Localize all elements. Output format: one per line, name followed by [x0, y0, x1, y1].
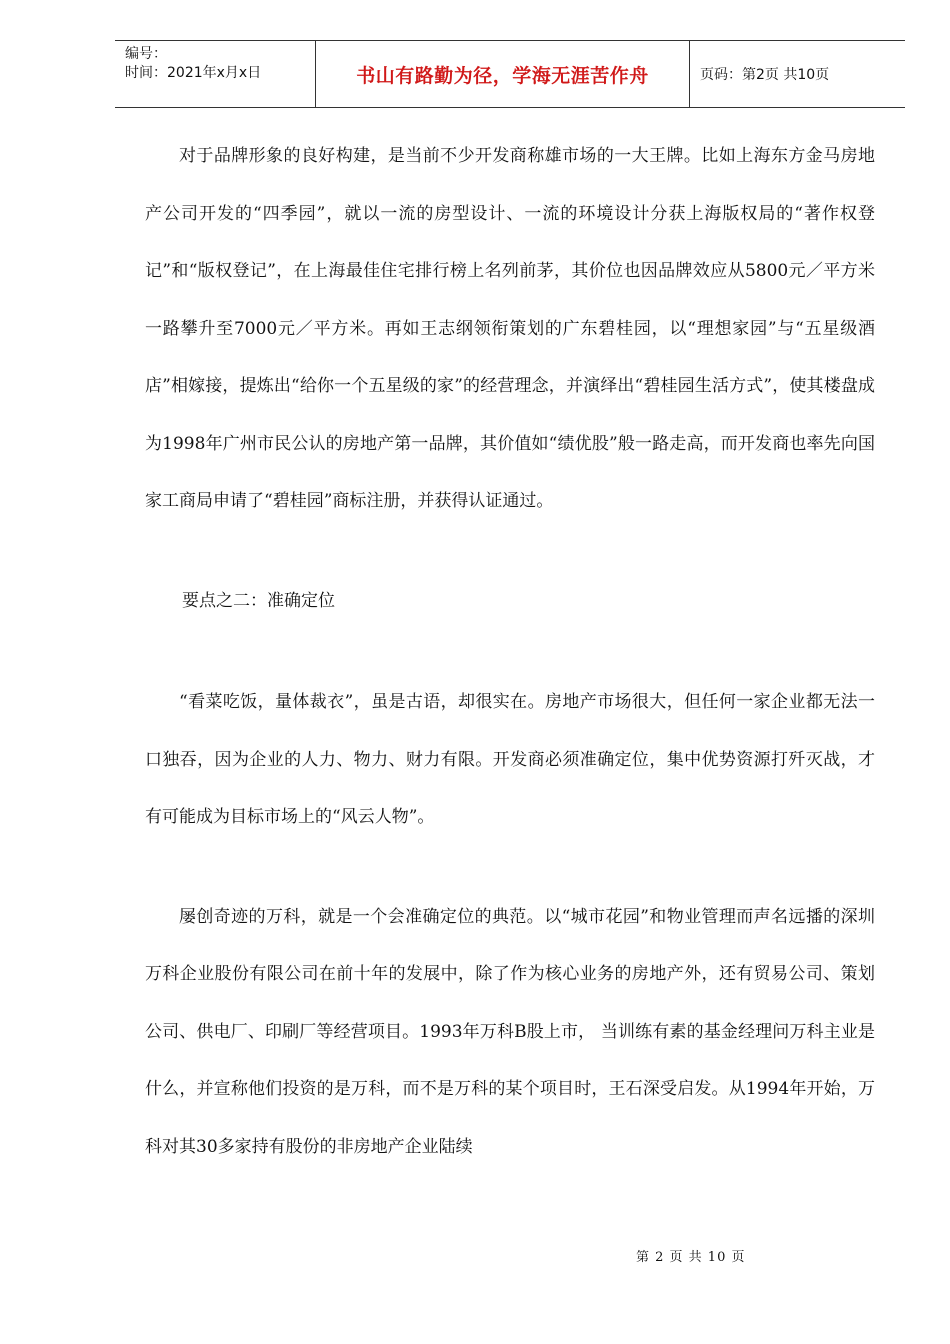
- paragraph-brand-image: 对于品牌形象的良好构建，是当前不少开发商称雄市场的一大王牌。比如上海东方金马房地产公司开发的“四季园”，就以一流的房型设计、一流的环境设计分获上海版权局的“著作权登记”和“版权登记”，在上海最佳住宅排行榜上名列前茅，其价位也因品牌效应从5800元／平方米一路攀升至7000元／平方米。再如王志纲领衔策划的广东碧桂园，以“理想家园”与“五星级酒店”相嫁接，提炼出“给你一个五星级的家”的经营理念，并演绎出“碧桂园生活方式”，使其楼盘成为1998年广州市民公认的房地产第一品牌，其价值如“绩优股”般一路走高，而开发商也率先向国家工商局申请了“碧桂园”商标注册，并获得认证通过。: [145, 146, 875, 511]
- section-heading-positioning: 要点之二：准确定位: [182, 590, 335, 611]
- document-body: [145, 128, 875, 1176]
- page-footer-number: 第 2 页 共 10 页: [636, 1250, 746, 1265]
- header-page-code: 页码：第2页 共10页: [700, 67, 830, 83]
- time-label: 时间：2021年x月x日: [125, 65, 262, 81]
- header-meta-cell: [115, 41, 316, 107]
- header-motto: 书山有路勤为径，学海无涯苦作舟: [316, 41, 690, 107]
- paragraph-vanke: 屡创奇迹的万科，就是一个会准确定位的典范。以“城市花园”和物业管理而声名远播的深圳万科企业股份有限公司在前十年的发展中，除了作为核心业务的房地产外，还有贸易公司、策划公司、供电厂、印刷厂等经营项目。1993年万科B股上市， 当训练有素的基金经理问万科主业是什么，并宣称他们投资的是万科，而不是万科的某个项目时，王石深受启发。从1994年开始，万科对其30多家持有股份的非房地产企业陆续: [145, 906, 875, 1157]
- document-header: [115, 40, 905, 108]
- paragraph-positioning: “看菜吃饭，量体裁衣”，虽是古语，却很实在。房地产市场很大，但任何一家企业都无法一口独吞，因为企业的人力、物力、财力有限。开发商必须准确定位，集中优势资源打歼灭战，才有可能成为目标市场上的“风云人物”。: [145, 692, 875, 827]
- number-label: 编号：: [125, 46, 167, 62]
